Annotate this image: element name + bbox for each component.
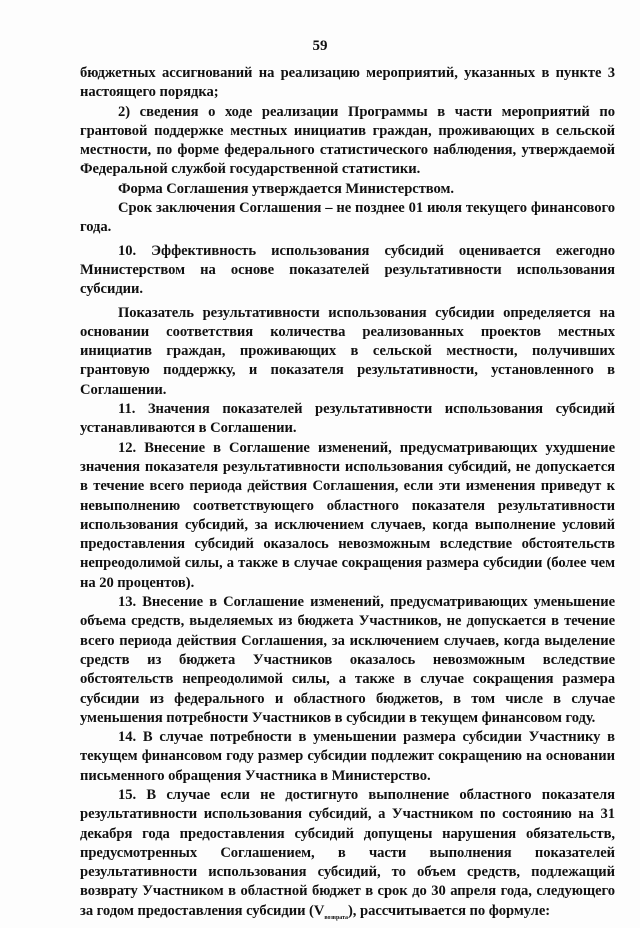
paragraph: 10. Эффективность использования субсидий оценивается ежегодно Министерством на основе показателей результативности использования субсидии. [80,242,615,298]
paragraph: бюджетных ассигнований на реализацию мероприятий, указанных в пункте 3 настоящего порядка; [80,65,615,101]
formula-tail: ), рассчитывается по формуле: [348,902,551,919]
paragraph-with-formula [80,786,615,928]
paragraph: Срок заключения Соглашения – не позднее 01 июля текущего финансового года. [80,200,615,236]
paragraph: 13. Внесение в Соглашение изменений, предусматривающих уменьшение объема средств, выделяемых из бюджета Участников, не допускается в течение всего периода действия Соглашения, за исключением случаев, когда выделение средств из бюджета Участников оказалось невозможным вследствие обстоятельств непреодолимой силы, а также в случае сокращения размера субсидии из федерального и областного бюджетов, в том числе в случае уменьшения потребности Участников в субсидии в текущем финансовом году. [80,594,615,726]
document-body [80,64,615,928]
paragraph: 2) сведения о ходе реализации Программы в части мероприятий по грантовой поддержке местных инициатив граждан, проживающих в сельской местности, по форме федерального статистического наблюдения, утверждаемой Федеральной службой государственной статистики. [80,103,615,178]
paragraph-text: 15. В случае если не достигнуто выполнение областного показателя результативности использования субсидий, а Участником по состоянию на 31 декабря года предоставления субсидий допущены нарушения обязательств, предусмотренных Соглашением, в части выполнения показателей результативности использования субсидий, то объем средств, подлежащий возврату Участником в областной бюджет в срок до 30 апреля года, следующего за годом предоставления субсидии (V [80,786,615,919]
paragraph: Показатель результативности использования субсидии определяется на основании соответствия количества реализованных проектов местных инициатив граждан, проживающих в сельской местности, получивших грантовую поддержку, и показателя результативности, установленного в Соглашении. [80,304,615,398]
formula-subscript: возврата [324,914,348,921]
paragraph: 14. В случае потребности в уменьшении размера субсидии Участнику в текущем финансовом году размер субсидии подлежит сокращению на основании письменного обращения Участника в Министерство. [80,729,615,784]
page-number: 59 [312,38,328,54]
paragraph: Форма Соглашения утверждается Министерством. [118,180,455,197]
paragraph: 12. Внесение в Соглашение изменений, предусматривающих ухудшение значения показателя результативности использования субсидий, не допускается в течение всего периода действия Соглашения, если эти изменения приведут к невыполнению соответствующего областного показателя результативности использования субсидий, за исключением случаев, когда выполнение условий предоставления субсидий оказалось невозможным вследствие обстоятельств непреодолимой силы, а также в случае сокращения размера субсидии (более чем на 20 процентов). [80,439,615,591]
paragraph: 11. Значения показателей результативности использования субсидий устанавливаются в Соглашении. [80,401,615,437]
